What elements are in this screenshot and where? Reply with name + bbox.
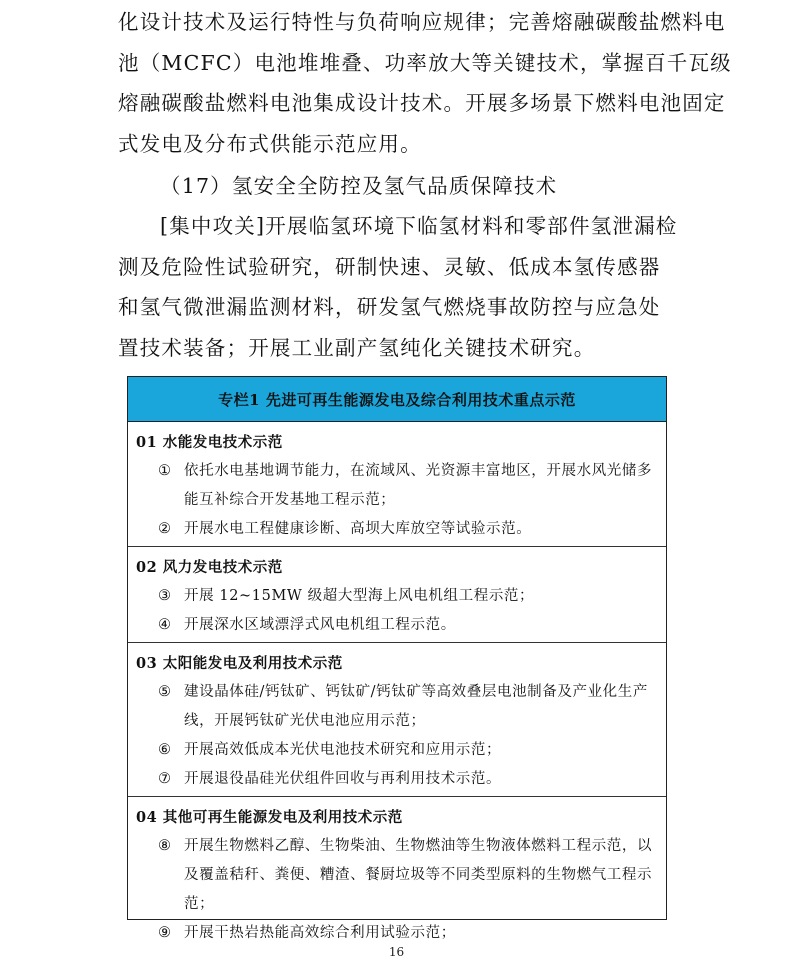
item-text: 开展高效低成本光伏电池技术研究和应用示范；	[184, 742, 502, 758]
item-number: ⑥	[158, 742, 172, 758]
list-item	[136, 515, 658, 544]
intro-line: 熔融碳酸盐燃料电池集成设计技术。开展多场景下燃料电池固定	[118, 91, 726, 115]
item-number: ⑦	[158, 771, 172, 787]
intro-line: 化设计技术及运行特性与负荷响应规律；完善熔融碳酸盐燃料电	[118, 10, 726, 34]
panel-title: 专栏1 先进可再生能源发电及综合利用技术重点示范	[128, 377, 666, 422]
intro-line: 式发电及分布式供能示范应用。	[118, 131, 422, 156]
subheading	[118, 166, 678, 207]
item-text: 开展水电工程健康诊断、高坝大库放空等试验示范。	[184, 521, 532, 537]
item-number: ④	[158, 617, 172, 633]
item-text: 开展退役晶硅光伏组件回收与再利用技术示范。	[184, 771, 502, 787]
item-text: 开展 12~15MW 级超大型海上风电机组工程示范；	[184, 588, 535, 604]
demo-panel	[127, 376, 667, 941]
list-item	[136, 736, 658, 765]
list-item	[136, 678, 658, 736]
subheading-text: （17）氢安全全防控及氢气品质保障技术	[160, 174, 558, 198]
section-title: 02 风力发电技术示范	[136, 559, 283, 576]
item-number: ⑤	[158, 684, 172, 700]
panel-section-hydro	[128, 422, 666, 547]
list-item	[136, 457, 658, 515]
panel-section-solar	[128, 643, 666, 797]
intro-line: 池（MCFC）电池堆堆叠、功率放大等关键技术，掌握百千瓦级	[118, 50, 732, 75]
list-item	[136, 919, 658, 948]
panel-section-other	[128, 797, 666, 950]
item-text: 开展生物燃料乙醇、生物柴油、生物燃油等生物液体燃料工程示范，以及覆盖秸秆、粪便、糟渣、餐厨垃圾等不同类型原料的生物燃气工程示范；	[184, 838, 653, 912]
panel-section-wind	[128, 547, 666, 643]
list-item	[136, 765, 658, 794]
list-item	[136, 611, 658, 640]
list-item	[136, 582, 658, 611]
item-number: ①	[158, 463, 172, 479]
intro-paragraph	[118, 2, 732, 164]
section-title: 01 水能发电技术示范	[136, 434, 283, 451]
item-number: ⑧	[158, 838, 172, 854]
item-number: ⑨	[158, 925, 172, 941]
list-item	[136, 832, 658, 919]
section-title: 04 其他可再生能源发电及利用技术示范	[136, 809, 403, 826]
item-text: 开展深水区域漂浮式风电机组工程示范。	[184, 617, 456, 633]
item-number: ②	[158, 521, 172, 537]
item-text: 建设晶体硅/钙钛矿、钙钛矿/钙钛矿等高效叠层电池制备及产业化生产线，开展钙钛矿光伏电池应用示范；	[184, 684, 648, 729]
page-number: 16	[388, 945, 405, 959]
section-title: 03 太阳能发电及利用技术示范	[136, 655, 343, 672]
item-text: 依托水电基地调节能力，在流域风、光资源丰富地区，开展水风光储多能互补综合开发基地工程示范；	[184, 463, 653, 508]
item-text: 开展干热岩热能高效综合利用试验示范；	[184, 925, 456, 941]
item-number: ③	[158, 588, 172, 604]
focus-paragraph	[118, 206, 678, 368]
focus-paragraph-text: [集中攻关]开展临氢环境下临氢材料和零部件氢泄漏检测及危险性试验研究，研制快速、灵敏、低成本氢传感器和氢气微泄漏监测材料，研发氢气燃烧事故防控与应急处置技术装备；开展工业副产氢纯化关键技术研究。	[118, 214, 678, 360]
